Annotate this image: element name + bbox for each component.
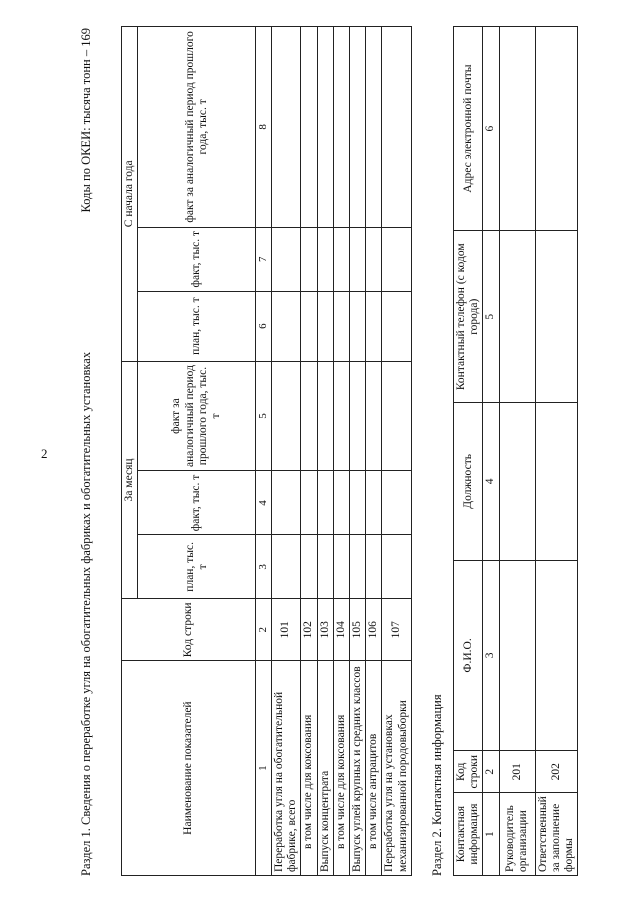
section1-table	[121, 26, 412, 876]
cell-input[interactable]	[382, 27, 411, 228]
cell-input[interactable]	[333, 471, 349, 535]
col-number: 1	[256, 661, 272, 876]
page-number: 2	[41, 446, 48, 461]
cell-input[interactable]	[366, 291, 382, 361]
header-plan-year: план, тыс. т	[138, 291, 256, 361]
col-number: 3	[256, 535, 272, 599]
row-code: 103	[317, 599, 333, 661]
table-row	[301, 27, 317, 876]
col-number: 2	[256, 599, 272, 661]
cell-input[interactable]	[271, 471, 300, 535]
cell-input[interactable]	[317, 535, 333, 599]
cell-input[interactable]	[349, 291, 365, 361]
cell-input[interactable]	[301, 227, 317, 291]
cell-input[interactable]	[271, 227, 300, 291]
cell-input[interactable]	[349, 227, 365, 291]
table-row	[366, 27, 382, 876]
col-number: 3	[483, 560, 499, 751]
section1-title: Раздел 1. Сведения о переработке угля на обогатительных фабриках и обогатительных установках	[79, 351, 93, 876]
section2-table	[453, 26, 578, 876]
cell-input[interactable]	[535, 231, 578, 403]
cell-input[interactable]	[317, 227, 333, 291]
cell-input[interactable]	[271, 27, 300, 228]
row-name: Выпуск углей крупных и средних классов	[349, 661, 365, 876]
row-code: 201	[499, 751, 535, 793]
header-code: Код строки	[122, 599, 256, 661]
header-email: Адрес электронной почты	[454, 27, 483, 231]
table-row	[382, 27, 411, 876]
cell-input[interactable]	[333, 291, 349, 361]
row-code: 202	[535, 751, 578, 793]
table-row	[333, 27, 349, 876]
cell-input[interactable]	[349, 471, 365, 535]
cell-input[interactable]	[301, 471, 317, 535]
header-code: Код строки	[454, 751, 483, 793]
cell-input[interactable]	[535, 27, 578, 231]
cell-input[interactable]	[271, 535, 300, 599]
section2-title: Раздел 2. Контактная информация	[430, 694, 444, 876]
header-year: С начала года	[122, 27, 138, 362]
row-code: 104	[333, 599, 349, 661]
cell-input[interactable]	[271, 361, 300, 471]
cell-input[interactable]	[317, 471, 333, 535]
header-phone: Контактный телефон (с кодом города)	[454, 231, 483, 403]
cell-input[interactable]	[366, 535, 382, 599]
cell-input[interactable]	[366, 361, 382, 471]
col-number: 1	[483, 793, 499, 876]
col-number: 7	[256, 227, 272, 291]
col-number: 6	[483, 27, 499, 231]
row-name: Выпуск концентрата	[317, 661, 333, 876]
header-name: Наименование показателей	[122, 661, 256, 876]
cell-input[interactable]	[366, 471, 382, 535]
table-row	[271, 27, 300, 876]
header-fact-year: факт, тыс. т	[138, 227, 256, 291]
cell-input[interactable]	[317, 291, 333, 361]
cell-input[interactable]	[499, 27, 535, 231]
table-row	[317, 27, 333, 876]
row-name: в том числе антрацитов	[366, 661, 382, 876]
cell-input[interactable]	[317, 27, 333, 228]
cell-input[interactable]	[301, 361, 317, 471]
table-row	[535, 27, 578, 876]
table-row	[499, 27, 535, 876]
cell-input[interactable]	[349, 535, 365, 599]
row-name: Руководитель организации	[499, 793, 535, 876]
cell-input[interactable]	[271, 291, 300, 361]
cell-input[interactable]	[317, 361, 333, 471]
cell-input[interactable]	[333, 535, 349, 599]
header-month: За месяц	[122, 361, 138, 599]
header-position: Должность	[454, 403, 483, 560]
header-fact-prev: факт за аналогичный период прошлого года, тыс. т	[138, 361, 256, 471]
col-number: 8	[256, 27, 272, 228]
row-code: 107	[382, 599, 411, 661]
row-code: 101	[271, 599, 300, 661]
cell-input[interactable]	[382, 291, 411, 361]
row-code: 106	[366, 599, 382, 661]
row-name: Переработка угля на обогатительной фабрике, всего	[271, 661, 300, 876]
cell-input[interactable]	[333, 27, 349, 228]
col-number: 4	[256, 471, 272, 535]
cell-input[interactable]	[333, 361, 349, 471]
header-plan: план, тыс. т	[138, 535, 256, 599]
cell-input[interactable]	[349, 361, 365, 471]
cell-input[interactable]	[349, 27, 365, 228]
cell-input[interactable]	[366, 227, 382, 291]
rotated-sheet	[75, 22, 635, 882]
table-row	[349, 27, 365, 876]
cell-input[interactable]	[382, 471, 411, 535]
cell-input[interactable]	[535, 403, 578, 560]
cell-input[interactable]	[301, 27, 317, 228]
cell-input[interactable]	[499, 403, 535, 560]
cell-input[interactable]	[366, 27, 382, 228]
cell-input[interactable]	[499, 231, 535, 403]
row-code: 105	[349, 599, 365, 661]
header-contact: Контактная информация	[454, 793, 483, 876]
col-number: 2	[483, 751, 499, 793]
cell-input[interactable]	[535, 560, 578, 751]
okei-codes: Коды по ОКЕИ: тысяча тонн – 169	[79, 28, 93, 213]
cell-input[interactable]	[499, 560, 535, 751]
col-number: 4	[483, 403, 499, 560]
col-number: 5	[256, 361, 272, 471]
col-number: 5	[483, 231, 499, 403]
header-fact: факт, тыс. т	[138, 471, 256, 535]
row-code: 102	[301, 599, 317, 661]
row-name: Ответственный за заполнение формы	[535, 793, 578, 876]
col-number: 6	[256, 291, 272, 361]
cell-input[interactable]	[301, 535, 317, 599]
cell-input[interactable]	[333, 227, 349, 291]
cell-input[interactable]	[301, 291, 317, 361]
row-name: в том числе для коксования	[301, 661, 317, 876]
row-name: в том числе для коксования	[333, 661, 349, 876]
cell-input[interactable]	[382, 227, 411, 291]
row-name: Переработка угля на установках механизированной породовыборки	[382, 661, 411, 876]
header-fact-prev-year: факт за аналогичный период прошлого года, тыс. т	[138, 27, 256, 228]
header-fio: Ф.И.О.	[454, 560, 483, 751]
cell-input[interactable]	[382, 535, 411, 599]
cell-input[interactable]	[382, 361, 411, 471]
